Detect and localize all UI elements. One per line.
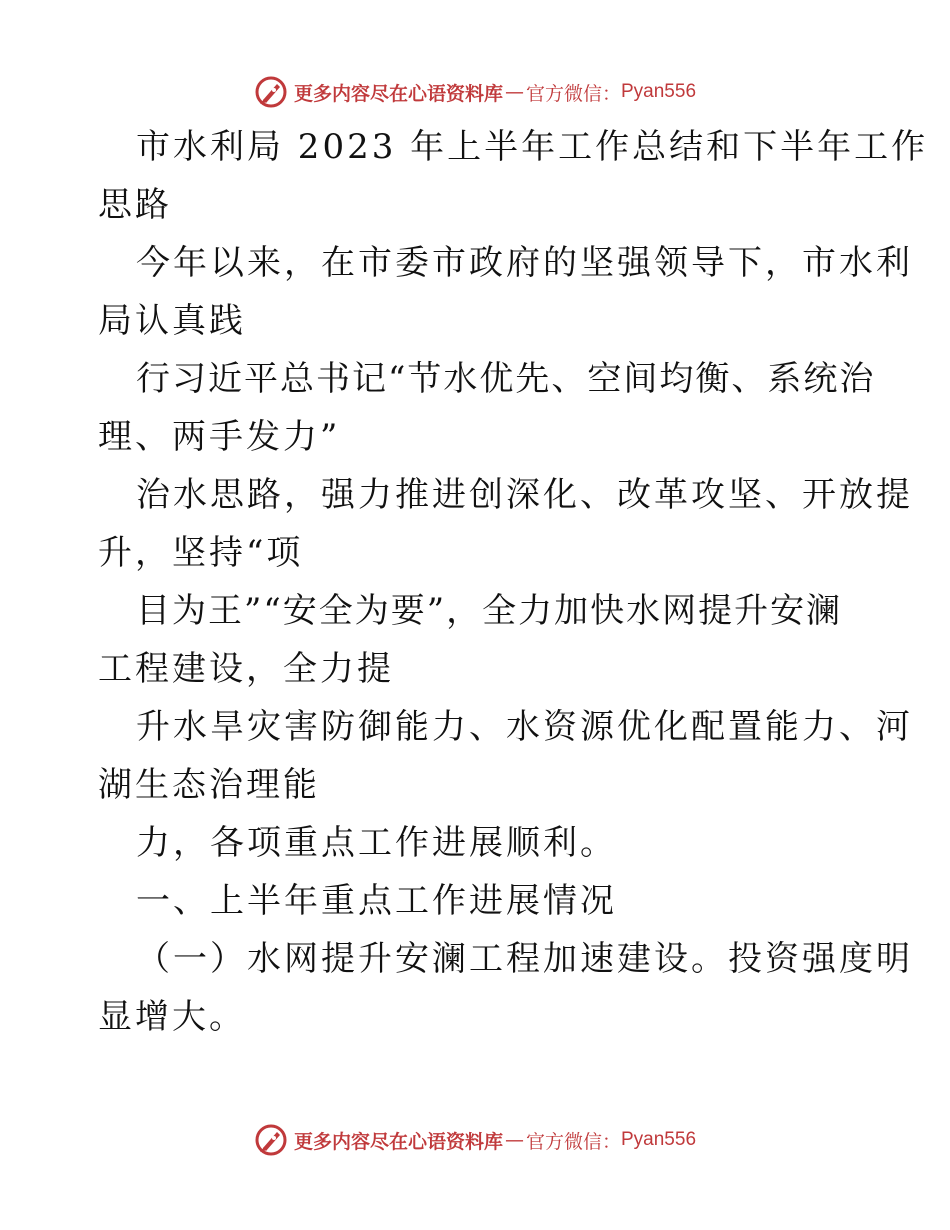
paragraph-line: 今年以来，在市委市政府的坚强领导下，市水利 — [136, 243, 913, 283]
pen-nib-logo-icon — [254, 1123, 288, 1157]
header-banner — [0, 72, 950, 112]
paragraph-line: 湖生态治理能 — [98, 765, 320, 805]
pen-nib-logo-icon — [254, 75, 288, 109]
doc-title-line-1: 市水利局 2023 年上半年工作总结和下半年工作 — [136, 127, 929, 167]
subsection-heading: （一）水网提升安澜工程加速建设。投资强度明 — [136, 939, 913, 979]
paragraph-line: 行习近平总书记“节水优先、空间均衡、系统治 — [136, 359, 876, 399]
paragraph-line: 力，各项重点工作进展顺利。 — [136, 823, 617, 863]
banner-wechat-id: Pyan556 — [621, 1129, 697, 1150]
banner-wechat-label: 官方微信： — [525, 82, 621, 105]
banner-separator: — — [504, 1129, 524, 1151]
paragraph-line: 显增大。 — [98, 997, 246, 1037]
banner-slogan: 更多内容尽在心语资料库 — [293, 82, 503, 105]
paragraph-line: 升，坚持“项 — [98, 533, 304, 573]
paragraph-line: 目为王”“安全为要”，全力加快水网提升安澜 — [136, 591, 843, 631]
banner-separator: — — [504, 81, 524, 103]
section-heading: 一、上半年重点工作进展情况 — [136, 881, 617, 921]
banner-wechat-id: Pyan556 — [621, 81, 697, 102]
paragraph-line: 局认真践 — [98, 301, 246, 341]
document-body — [98, 118, 929, 1046]
doc-title-line-2: 思路 — [98, 185, 172, 225]
paragraph-line: 理、两手发力” — [98, 417, 341, 457]
footer-banner — [0, 1120, 950, 1160]
paragraph-line: 治水思路，强力推进创深化、改革攻坚、开放提 — [136, 475, 913, 515]
banner-wechat-label: 官方微信： — [525, 1130, 621, 1153]
paragraph-line: 升水旱灾害防御能力、水资源优化配置能力、河 — [136, 707, 913, 747]
banner-slogan: 更多内容尽在心语资料库 — [293, 1130, 503, 1153]
paragraph-line: 工程建设，全力提 — [98, 649, 394, 689]
